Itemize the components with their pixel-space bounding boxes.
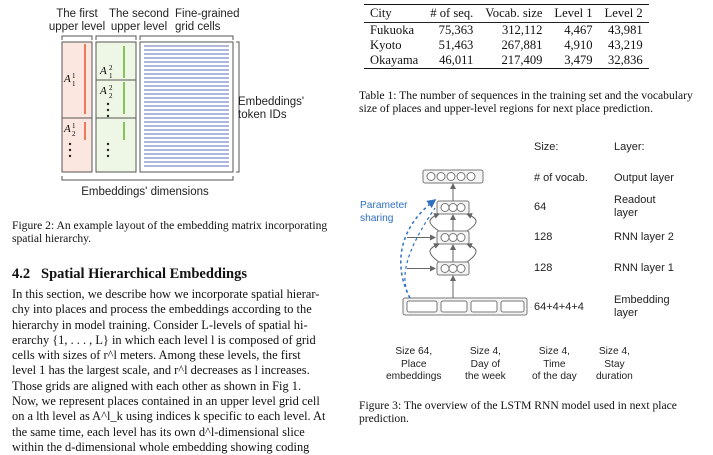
svg-text:1: 1 <box>72 80 76 88</box>
table-row <box>364 38 649 53</box>
table-cell: 75,363 <box>438 23 474 37</box>
input-label-time: Size 4, Time of the day <box>532 346 577 382</box>
col-header: Level 1 <box>548 5 598 23</box>
layer-size: 64+4+4+4 <box>534 301 584 313</box>
table-cell: Kyoto <box>370 38 402 52</box>
table-cell: 43,981 <box>608 23 643 37</box>
col-header: Level 2 <box>599 5 649 23</box>
figure-2-caption: Figure 2: An example layout of the embedding matrix incorporating spatial hierarchy. <box>12 219 328 246</box>
layer-size: 128 <box>534 262 553 274</box>
second-upper-level-label: The second upper level <box>108 8 170 33</box>
input-label-place: Size 64, Place embeddings <box>386 346 442 382</box>
body-line: hierarchy in model training. Consider L-levels of spatial hi- <box>12 317 308 332</box>
table-cell: 51,463 <box>438 38 474 52</box>
lstm-network-diagram <box>355 160 530 345</box>
svg-text:1: 1 <box>72 122 76 130</box>
section-title: Spatial Hierarchical Embeddings <box>41 266 247 282</box>
section-heading <box>12 266 342 283</box>
body-line: level 1 has the largest scale, and r^l decreases as l increases. <box>12 363 310 378</box>
layer-size: 128 <box>534 231 553 243</box>
layer-name: RNN layer 1 <box>614 262 674 274</box>
svg-text:2: 2 <box>109 64 113 72</box>
first-upper-level-label: The first upper level <box>48 8 106 33</box>
input-label-stay: Size 4, Stay duration <box>596 346 633 382</box>
input-label-day: Size 4, Day of the week <box>465 346 506 382</box>
body-line: on a lth level as A^l_k using indices k specific to each level. At <box>12 409 326 424</box>
body-line: within the d-dimensional whole embedding showing coding <box>12 439 310 454</box>
table-cell: 4,467 <box>564 23 593 37</box>
table-row <box>364 53 649 69</box>
token-ids-label: Embeddings' token IDs <box>238 96 305 121</box>
svg-text:1: 1 <box>109 72 113 80</box>
body-line: erarchy {1, . . . , L} in which each level l is composed of grid <box>12 332 316 347</box>
svg-text:2: 2 <box>109 84 113 92</box>
embedding-matrix-diagram <box>40 34 240 182</box>
layer-name: Readout layer <box>614 194 656 219</box>
svg-text:A: A <box>100 85 107 97</box>
table-header-row <box>364 5 649 23</box>
table-cell: 267,881 <box>501 38 543 52</box>
svg-text:A: A <box>64 73 71 85</box>
body-line: chy into places and process the embeddings according to the <box>12 302 312 317</box>
table-1-caption: Table 1: The number of sequences in the training set and the vocabulary size of places and upper-level regions for next place prediction. <box>359 89 693 116</box>
table-1 <box>364 4 649 69</box>
body-line: Now, we represent places contained in an upper level grid cell <box>12 394 320 409</box>
svg-text:A: A <box>100 65 107 77</box>
col-header: City <box>364 5 424 23</box>
svg-text:A: A <box>64 123 71 135</box>
section-body <box>12 287 342 455</box>
svg-text:1: 1 <box>72 72 76 80</box>
table-cell: 43,219 <box>608 38 643 52</box>
parameter-sharing-label: Parameter sharing <box>360 200 408 224</box>
layer-name: Embedding layer <box>614 294 670 319</box>
svg-text:2: 2 <box>109 92 113 100</box>
section-number: 4.2 <box>12 266 31 282</box>
col-header: Vocab. size <box>479 5 548 23</box>
figure-3-caption: Figure 3: The overview of the LSTM RNN model used in next place prediction. <box>359 399 677 426</box>
body-line: Those grids are aligned with each other as shown in Fig 1. <box>12 378 302 393</box>
table-cell: 46,011 <box>424 53 479 69</box>
table-cell: 312,112 <box>501 23 543 37</box>
svg-text:2: 2 <box>72 130 76 138</box>
body-line: cells with sizes of r^l meters. Among these levels, the first <box>12 348 301 363</box>
dimensions-label: Embeddings' dimensions <box>81 186 209 198</box>
layer-size: 64 <box>534 201 547 213</box>
body-line: In this section, we describe how we incorporate spatial hierar- <box>12 287 320 301</box>
table-row <box>364 23 649 39</box>
fine-grained-label: Fine-grained grid cells <box>175 8 240 33</box>
layer-name: Output layer <box>614 172 674 184</box>
layer-size: # of vocab. <box>534 172 588 184</box>
table-cell: 3,479 <box>548 53 598 69</box>
section-4-2 <box>12 266 342 455</box>
col-header: # of seq. <box>424 5 479 23</box>
layer-column-header: Layer: <box>614 141 645 153</box>
table-cell: Fukuoka <box>370 23 415 37</box>
table-cell: Okayama <box>364 53 424 69</box>
size-column-header: Size: <box>534 141 559 153</box>
data-table <box>364 4 649 69</box>
layer-name: RNN layer 2 <box>614 231 674 243</box>
table-cell: 217,409 <box>479 53 548 69</box>
table-cell: 32,836 <box>599 53 649 69</box>
table-cell: 4,910 <box>564 38 593 52</box>
body-line: the same time, each level has its own d^l-dimensional slice <box>12 424 305 439</box>
